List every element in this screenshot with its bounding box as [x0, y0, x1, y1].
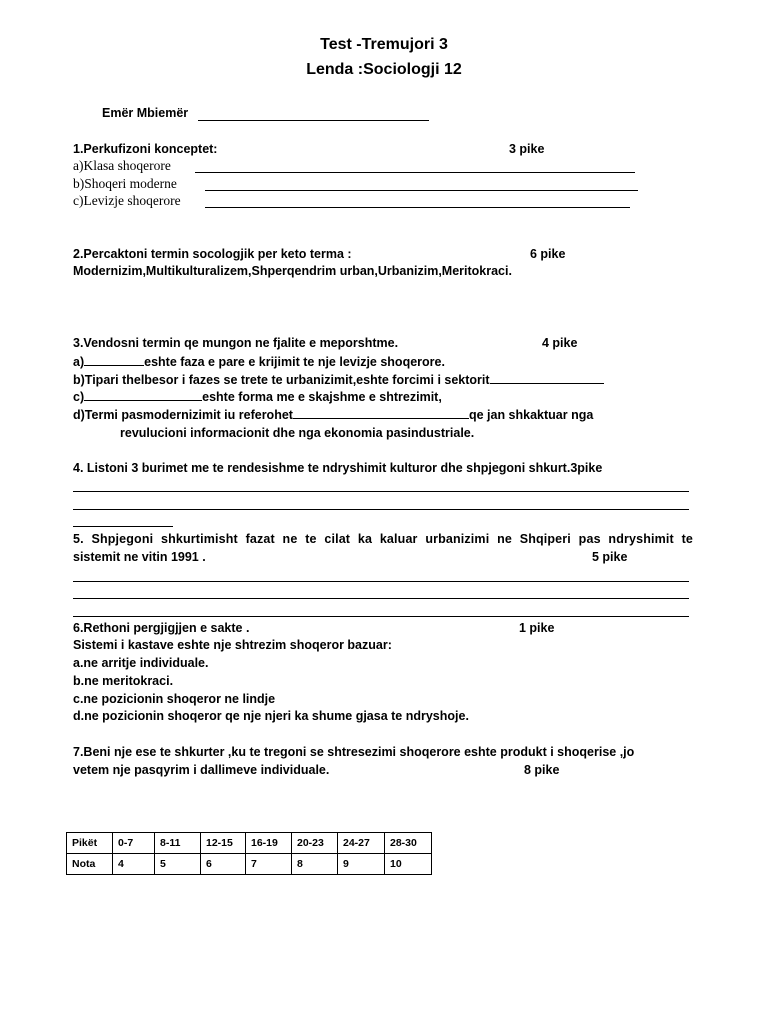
grade-table: [66, 832, 432, 875]
q3-a-prefix: a): [73, 355, 85, 369]
grade-cell: 4: [113, 854, 155, 875]
q1-item-b: b)Shoqeri moderne: [73, 176, 177, 191]
grade-cell: 28-30: [385, 833, 432, 854]
grade-cell: Pikët: [67, 833, 113, 854]
q6-option-c[interactable]: c.ne pozicionin shoqeror ne lindje: [73, 692, 276, 706]
q2-terms: Modernizim,Multikulturalizem,Shperqendrim urban,Urbanizim,Meritokraci.: [73, 264, 512, 278]
q1-item-a: a)Klasa shoqerore: [73, 158, 171, 173]
name-label: Emër Mbiemër: [102, 106, 189, 120]
q1-answer-line-b[interactable]: [205, 190, 638, 191]
grade-cell: 7: [246, 854, 292, 875]
q3-item-a: [73, 354, 445, 369]
q3-b-prefix: b)Tipari thelbesor i fazes se trete te urbanizimit,eshte forcimi i sektorit: [73, 373, 490, 387]
q2-text: 2.Percaktoni termin socologjik per keto terma :: [73, 247, 352, 261]
q3-points: 4 pike: [542, 336, 578, 350]
grade-table-row-points: [67, 833, 432, 854]
q4-answer-line-2[interactable]: [73, 509, 689, 510]
q2-points: 6 pike: [530, 247, 566, 261]
q3-blank-a[interactable]: [84, 354, 144, 366]
q5-answer-line-2[interactable]: [73, 598, 689, 599]
q4-text: 4. Listoni 3 burimet me te rendesishme te ndryshimit kulturor dhe shpjegoni shkurt.3pike: [73, 461, 603, 475]
q1-answer-line-a[interactable]: [195, 172, 635, 173]
q5-points: 5 pike: [592, 550, 628, 564]
grade-cell: Nota: [67, 854, 113, 875]
q6-text: 6.Rethoni pergjigjjen e sakte .: [73, 621, 250, 635]
q3-a-suffix: eshte faza e pare e krijimit te nje levizje shoqerore.: [144, 355, 445, 369]
q5-answer-line-3[interactable]: [73, 616, 689, 617]
grade-cell: 24-27: [338, 833, 385, 854]
q3-text: 3.Vendosni termin qe mungon ne fjalite e meporshtme.: [73, 336, 399, 350]
q1-points: 3 pike: [509, 142, 545, 156]
q6-option-b[interactable]: b.ne meritokraci.: [73, 674, 174, 688]
grade-cell: 10: [385, 854, 432, 875]
q3-d-prefix: d)Termi pasmodernizimit iu referohet: [73, 408, 293, 422]
q3-blank-d[interactable]: [293, 407, 469, 419]
grade-cell: 16-19: [246, 833, 292, 854]
q4-answer-line-1[interactable]: [73, 491, 689, 492]
q7-text-line2: vetem nje pasqyrim i dallimeve individuale.: [73, 763, 330, 777]
q7-points: 8 pike: [524, 763, 560, 777]
q6-option-a[interactable]: a.ne arritje individuale.: [73, 656, 209, 670]
q3-d-suffix: qe jan shkaktuar nga: [468, 408, 594, 422]
grade-cell: 5: [155, 854, 201, 875]
grade-cell: 0-7: [113, 833, 155, 854]
q3-c-prefix: c): [73, 390, 85, 404]
q3-blank-c[interactable]: [84, 389, 202, 401]
grade-cell: 9: [338, 854, 385, 875]
grade-cell: 20-23: [292, 833, 338, 854]
q6-points: 1 pike: [519, 621, 555, 635]
q5-text-line1: 5. Shpjegoni shkurtimisht fazat ne te cilat ka kaluar urbanizimi ne Shqiperi pas ndryshimit te: [73, 532, 693, 546]
q6-option-d[interactable]: d.ne pozicionin shoqeror qe nje njeri ka shume gjasa te ndryshoje.: [73, 709, 469, 723]
subject-title: Lenda :Sociologji 12: [306, 61, 462, 78]
q1-item-c: c)Levizje shoqerore: [73, 193, 181, 208]
q6-stem: Sistemi i kastave eshte nje shtrezim shoqeror bazuar:: [73, 638, 392, 652]
q3-item-b: [73, 372, 604, 387]
q5-answer-line-1[interactable]: [73, 581, 689, 582]
q7-text-line1: 7.Beni nje ese te shkurter ,ku te tregoni se shtresezimi shoqerore eshte produkt i shoqerise ,jo: [73, 745, 635, 759]
q3-blank-b[interactable]: [490, 372, 604, 384]
name-input-line[interactable]: [198, 120, 429, 121]
q4-answer-line-3[interactable]: [73, 526, 173, 527]
test-title: Test -Tremujori 3: [320, 36, 448, 53]
q1-answer-line-c[interactable]: [205, 207, 630, 208]
q3-c-suffix: eshte forma me e skajshme e shtrezimit,: [202, 390, 442, 404]
q1-text: 1.Perkufizoni konceptet:: [73, 142, 218, 156]
q5-text-line2: sistemit ne vitin 1991 .: [73, 550, 206, 564]
grade-table-row-grades: [67, 854, 432, 875]
grade-cell: 6: [201, 854, 246, 875]
q3-item-c: [73, 389, 442, 404]
grade-cell: 8: [292, 854, 338, 875]
grade-cell: 8-11: [155, 833, 201, 854]
q3-item-d-continued: revulucioni informacionit dhe nga ekonomia pasindustriale.: [120, 426, 475, 440]
q3-item-d: [73, 407, 593, 422]
grade-cell: 12-15: [201, 833, 246, 854]
